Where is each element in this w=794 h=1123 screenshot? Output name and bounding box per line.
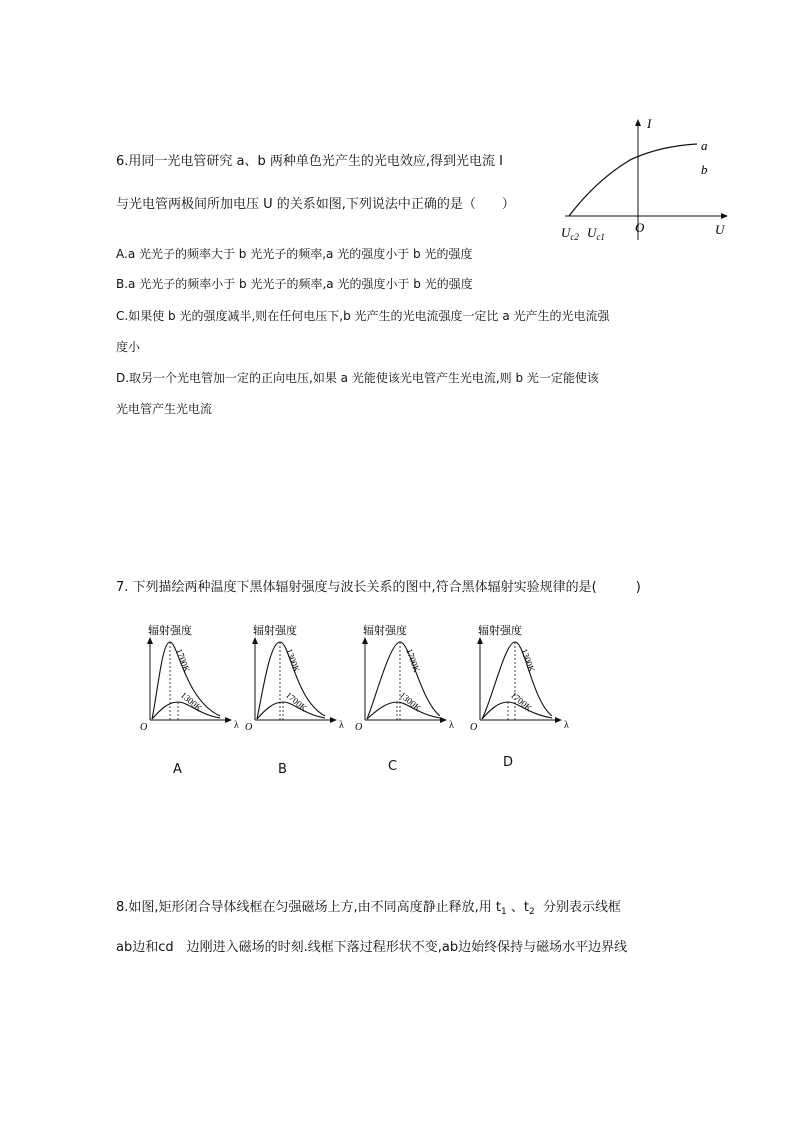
q6-option-d-line2: 光电管产生光电流 xyxy=(116,402,213,416)
high-temp-curve xyxy=(367,642,440,719)
y-axis-arrow xyxy=(477,637,483,644)
q8-text-c: 分别表示线框 xyxy=(543,900,622,915)
origin-label: O xyxy=(245,722,253,733)
y-axis-label: 辐射强度 xyxy=(478,625,522,637)
q6-option-a: A.a 光光子的频率大于 b 光光子的频率,a 光的强度小于 b 光的强度 xyxy=(116,247,473,261)
q8-line1 xyxy=(116,900,621,920)
q7-graph-d xyxy=(470,620,575,735)
low-temp-curve xyxy=(152,702,220,719)
x-axis-label: λ xyxy=(449,720,454,731)
low-temp-label: 1300K xyxy=(397,689,423,714)
y-axis-arrow xyxy=(362,637,368,644)
curve-b xyxy=(569,144,697,216)
q7-option-d-letter: D xyxy=(503,755,514,770)
low-temp-label: 1300K xyxy=(178,689,204,714)
q6-iu-graph xyxy=(555,110,735,245)
high-temp-label: 1300K xyxy=(519,647,537,674)
y-axis-label: 辐射强度 xyxy=(363,625,407,637)
x-axis-arrow xyxy=(555,717,562,723)
uc1-label: $U_{c1}$ xyxy=(587,225,605,242)
low-temp-curve xyxy=(257,702,325,719)
x-axis-arrow xyxy=(330,717,337,723)
q8-text-a: 8.如图,矩形闭合导体线框在匀强磁场上方,由不同高度静止释放,用 t xyxy=(116,900,502,915)
q7-stem: 7. 下列描绘两种温度下黑体辐射强度与波长关系的图中,符合黑体辐射实验规律的是( ) xyxy=(116,580,641,595)
uc2-label: $U_{c2}$ xyxy=(561,225,579,242)
origin-label: O xyxy=(140,722,148,733)
q7-option-c-letter: C xyxy=(388,759,398,774)
x-axis-arrow xyxy=(440,717,447,723)
q6-option-d-line1: D.取另一个光电管加一定的正向电压,如果 a 光能使该光电管产生光电流,则 b 光一定能使该 xyxy=(116,371,599,385)
q8-text-b: 、t xyxy=(510,900,530,915)
i-axis-label: I xyxy=(647,116,652,131)
q7-graph-b xyxy=(245,620,350,735)
y-axis-arrow xyxy=(147,637,153,644)
q7-graph-c xyxy=(355,620,460,735)
high-temp-curve xyxy=(482,642,552,719)
q6-option-c-line2: 度小 xyxy=(116,340,141,354)
u-axis-label: U xyxy=(715,222,725,237)
low-temp-curve xyxy=(482,702,552,719)
y-axis-arrow xyxy=(252,637,258,644)
low-temp-label: 1700K xyxy=(283,689,309,714)
t2-subscript: 2 xyxy=(529,907,535,917)
x-axis-arrow xyxy=(225,717,232,723)
t1-subscript: 1 xyxy=(501,907,507,917)
low-temp-curve xyxy=(367,702,440,719)
x-axis-label: λ xyxy=(234,720,239,731)
x-axis-label: λ xyxy=(564,720,569,731)
origin-label: O xyxy=(635,220,645,235)
y-axis-label: 辐射强度 xyxy=(253,625,297,637)
q6-stem-line2: 与光电管两极间所加电压 U 的关系如图,下列说法中正确的是（ ） xyxy=(116,197,515,212)
curve-hidden xyxy=(590,147,697,216)
curve-a-label: a xyxy=(701,138,708,153)
q7-graph-a xyxy=(140,620,245,735)
high-temp-label: 1300K xyxy=(284,647,302,674)
high-temp-label: 1700K xyxy=(174,647,192,674)
x-axis-label: λ xyxy=(339,720,344,731)
q6-stem-line1: 6.用同一光电管研究 a、b 两种单色光产生的光电效应,得到光电流 I xyxy=(116,154,503,169)
high-temp-label: 1700K xyxy=(404,647,422,674)
q6-option-c-line1: C.如果使 b 光的强度减半,则在任何电压下,b 光产生的光电流强度一定比 a 光产生的光电流强 xyxy=(116,309,610,323)
origin-label: O xyxy=(355,722,363,733)
curve-b-label: b xyxy=(701,162,708,177)
origin-label: O xyxy=(470,722,478,733)
q7-option-b-letter: B xyxy=(278,762,287,777)
low-temp-label: 1700K xyxy=(508,689,534,714)
q8-line2: ab边和cd 边刚进入磁场的时刻.线框下落过程形状不变,ab边始终保持与磁场水平边界线 xyxy=(116,940,628,955)
q7-option-a-letter: A xyxy=(173,762,182,777)
y-axis-label: 辐射强度 xyxy=(148,625,192,637)
q6-option-b: B.a 光光子的频率小于 b 光光子的频率,a 光的强度小于 b 光的强度 xyxy=(116,277,473,291)
